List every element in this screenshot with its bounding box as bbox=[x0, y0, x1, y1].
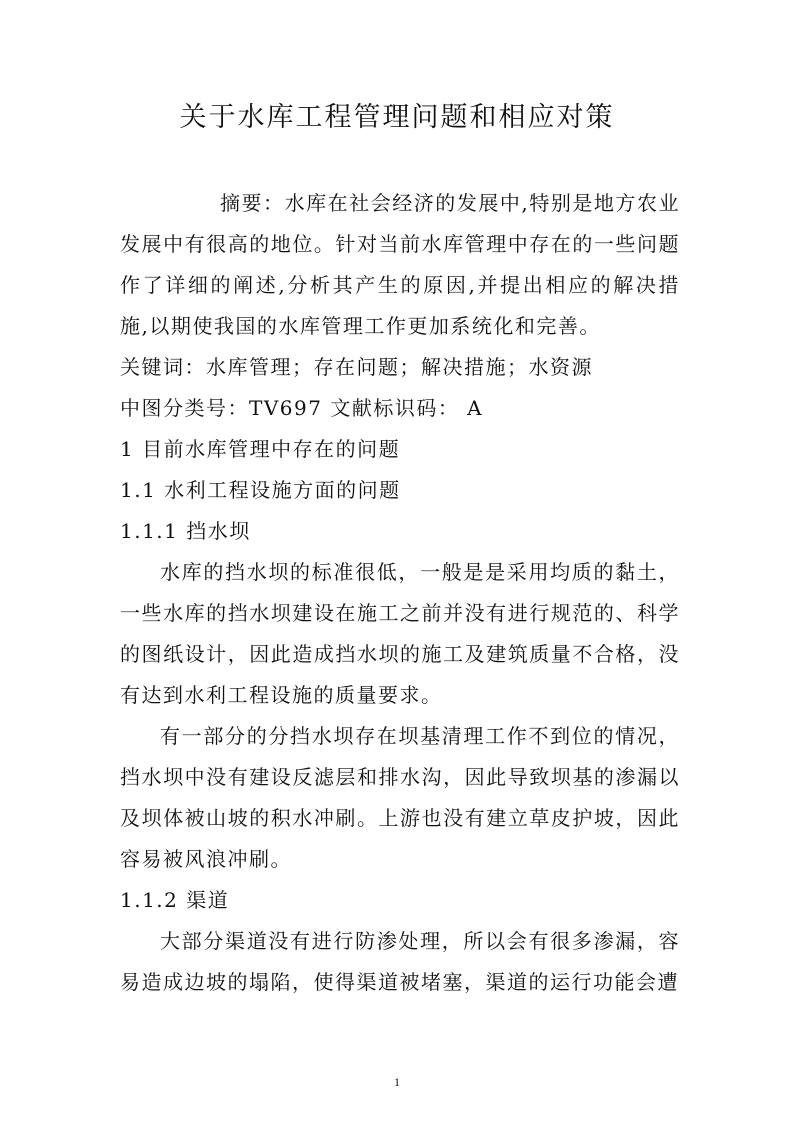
abstract-paragraph: 摘要：水库在社会经济的发展中,特别是地方农业发展中有很高的地位。针对当前水库管理中存在的一些问题作了详细的阐述,分析其产生的原因,并提出相应的解决措施,以期使我国的水库管理工作更加系统化和完善。 bbox=[120, 191, 680, 338]
body-paragraph: 有一部分的分挡水坝存在坝基清理工作不到位的情况，挡水坝中没有建设反滤层和排水沟，因此导致坝基的渗漏以及坝体被山坡的积水冲刷。上游也没有建立草皮护坡，因此容易被风浪冲刷。 bbox=[120, 724, 680, 871]
section-heading-1-1-2: 1.1.2 渠道 bbox=[120, 888, 230, 912]
document-title: 关于水库工程管理问题和相应对策 bbox=[179, 102, 615, 133]
section-heading-1: 1 目前水库管理中存在的问题 bbox=[120, 437, 401, 461]
section-heading-1-1-1: 1.1.1 挡水坝 bbox=[120, 519, 251, 543]
section-heading-1-1: 1.1 水利工程设施方面的问题 bbox=[120, 478, 401, 502]
keywords-line: 关键词：水库管理；存在问题；解决措施；水资源 bbox=[120, 355, 593, 379]
document-body bbox=[120, 183, 680, 1003]
body-paragraph: 大部分渠道没有进行防渗处理，所以会有很多渗漏，容易造成边坡的塌陷，使得渠道被堵塞，渠道的运行功能会遭 bbox=[120, 929, 680, 994]
body-paragraph: 水库的挡水坝的标准很低，一般是是采用均质的黏土，一些水库的挡水坝建设在施工之前并没有进行规范的、科学的图纸设计，因此造成挡水坝的施工及建筑质量不合格，没有达到水利工程设施的质量要求。 bbox=[120, 560, 680, 707]
page-number: 1 bbox=[394, 1075, 400, 1089]
classification-line: 中图分类号：TV697 文献标识码： A bbox=[120, 396, 484, 420]
